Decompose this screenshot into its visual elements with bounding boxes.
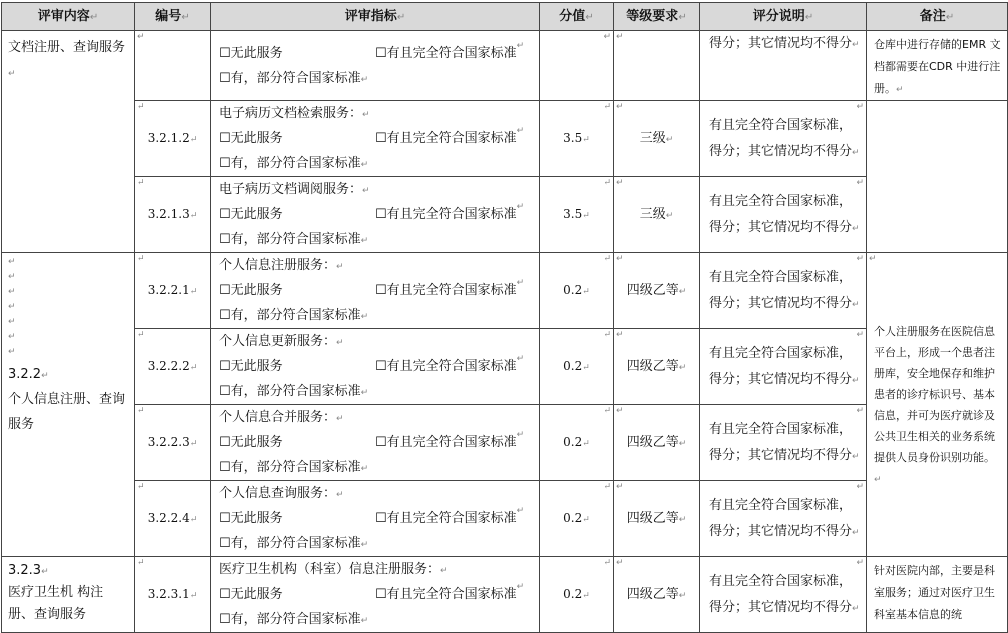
note-cell-doc: 仓库中进行存储的EMR 文档都需要在CDR 中进行注册。↵	[867, 31, 1008, 101]
indicator-cell: 个人信息合并服务：↵ ☐无此服务 ☐有且完全符合国家标准 ↵ ☐有，部分符合国家标准↵	[211, 405, 540, 481]
code-cell: ↵ 3.2.1.2↵	[135, 101, 211, 177]
indicator-cell: 电子病历文档调阅服务：↵ ☐无此服务 ☐有且完全符合国家标准 ↵ ☐有，部分符合国家标准↵	[211, 177, 540, 253]
code-cell: ↵ 3.2.3.1↵	[135, 557, 211, 633]
level-cell: ↵ 三级↵	[614, 177, 700, 253]
table-row	[2, 329, 1008, 405]
header-content: 评审内容↵	[2, 3, 135, 31]
description-cell: ↵ 有且完全符合国家标准， 得分；其它情况均不得分↵	[700, 481, 867, 557]
content-cell-org: 3.2.3↵ 医疗卫生机 构注册、查询服务	[2, 557, 135, 633]
score-cell: ↵	[540, 31, 614, 101]
level-cell: ↵ 四级乙等↵	[614, 253, 700, 329]
content-cell-person: ↵ ↵ ↵ ↵ ↵ ↵ ↵ 3.2.2↵ 个人信息注册、查询服务	[2, 253, 135, 557]
note-cell-org: 针对医院内部，主要是科室服务；通过对医疗卫生科室基本信息的统	[867, 557, 1008, 633]
description-cell: ↵ 有且完全符合国家标准， 得分；其它情况均不得分↵	[700, 253, 867, 329]
header-code: 编号↵	[135, 3, 211, 31]
header-description: 评分说明↵	[700, 3, 867, 31]
level-cell: ↵ 四级乙等↵	[614, 481, 700, 557]
table-row	[2, 557, 1008, 633]
content-cell-doc: 文档注册、查询服务↵	[2, 31, 135, 253]
level-cell: ↵ 四级乙等↵	[614, 405, 700, 481]
score-cell: ↵ 3.5↵	[540, 177, 614, 253]
code-cell: ↵ 3.2.2.4↵	[135, 481, 211, 557]
description-cell: 得分；其它情况均不得分↵	[700, 31, 867, 101]
level-cell: ↵ 四级乙等↵	[614, 329, 700, 405]
description-cell: ↵ 有且完全符合国家标准， 得分；其它情况均不得分↵	[700, 101, 867, 177]
score-cell: ↵ 0.2↵	[540, 253, 614, 329]
score-cell: ↵ 3.5↵	[540, 101, 614, 177]
description-cell: ↵ 有且完全符合国家标准， 得分；其它情况均不得分↵	[700, 405, 867, 481]
evaluation-table	[1, 2, 1008, 633]
indicator-cell: 个人信息注册服务：↵ ☐无此服务 ☐有且完全符合国家标准 ↵ ☐有，部分符合国家标准↵	[211, 253, 540, 329]
table-row	[2, 101, 1008, 177]
description-cell: ↵ 有且完全符合国家标准， 得分；其它情况均不得分↵	[700, 177, 867, 253]
code-cell: ↵ 3.2.2.1↵	[135, 253, 211, 329]
header-level: 等级要求↵	[614, 3, 700, 31]
header-indicator: 评审指标↵	[211, 3, 540, 31]
table-row	[2, 253, 1008, 329]
level-cell: ↵	[614, 31, 700, 101]
header-score: 分值↵	[540, 3, 614, 31]
table-row	[2, 481, 1008, 557]
code-cell: ↵ 3.2.2.2↵	[135, 329, 211, 405]
indicator-cell: 个人信息更新服务：↵ ☐无此服务 ☐有且完全符合国家标准 ↵ ☐有，部分符合国家标准↵	[211, 329, 540, 405]
score-cell: ↵ 0.2↵	[540, 329, 614, 405]
header-row	[2, 3, 1008, 31]
indicator-cell: 电子病历文档检索服务：↵ ☐无此服务 ☐有且完全符合国家标准 ↵ ☐有，部分符合国家标准↵	[211, 101, 540, 177]
table-row	[2, 177, 1008, 253]
score-cell: ↵ 0.2↵	[540, 405, 614, 481]
note-cell-person: ↵ 个人注册服务在医院信息平台上，形成一个患者注册库，安全地保存和维护患者的诊疗标识号、基本信息，并可为医疗就诊及公共卫生相关的业务系统提供人员身份识别功能。↵	[867, 253, 1008, 557]
header-note: 备注↵	[867, 3, 1008, 31]
description-cell: ↵ 有且完全符合国家标准， 得分；其它情况均不得分↵	[700, 557, 867, 633]
score-cell: ↵ 0.2↵	[540, 557, 614, 633]
note-cell-empty	[867, 101, 1008, 253]
indicator-cell: 个人信息查询服务：↵ ☐无此服务 ☐有且完全符合国家标准 ↵ ☐有，部分符合国家标准↵	[211, 481, 540, 557]
code-cell: ↵ 3.2.2.3↵	[135, 405, 211, 481]
table-row	[2, 405, 1008, 481]
table-row	[2, 31, 1008, 101]
level-cell: ↵ 三级↵	[614, 101, 700, 177]
code-cell: ↵	[135, 31, 211, 101]
code-cell: ↵ 3.2.1.3↵	[135, 177, 211, 253]
description-cell: ↵ 有且完全符合国家标准， 得分；其它情况均不得分↵	[700, 329, 867, 405]
indicator-cell: ☐无此服务 ☐有且完全符合国家标准 ↵ ☐有，部分符合国家标准↵	[211, 31, 540, 101]
level-cell: ↵ 四级乙等↵	[614, 557, 700, 633]
score-cell: ↵ 0.2↵	[540, 481, 614, 557]
indicator-cell: 医疗卫生机构（科室）信息注册服务：↵ ☐无此服务 ☐有且完全符合国家标准 ↵ ☐有，部分符合国家标准↵	[211, 557, 540, 633]
